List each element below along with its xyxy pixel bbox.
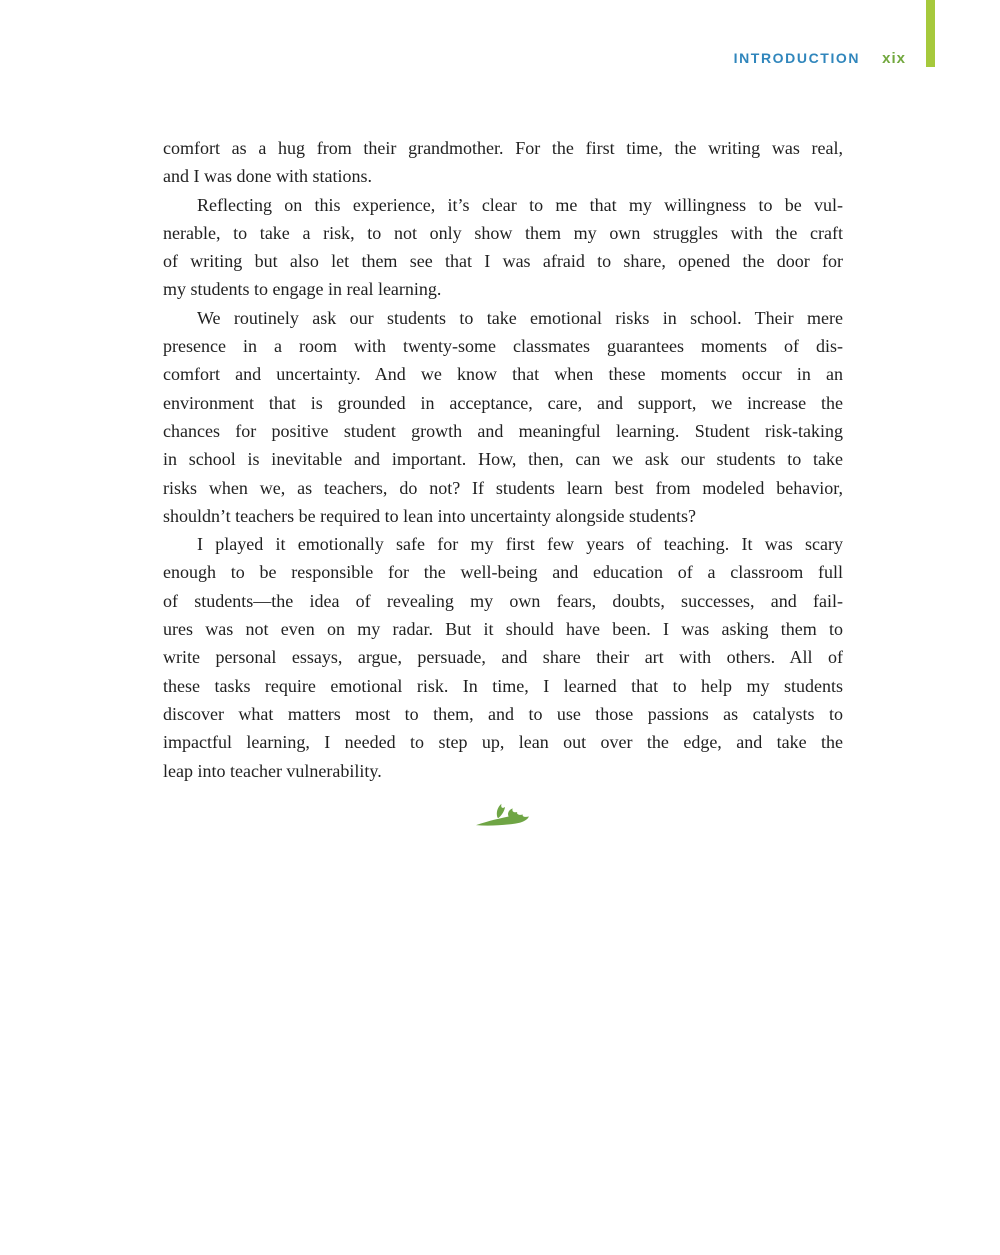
text-line: leap into teacher vulnerability.: [163, 760, 382, 781]
text-line: presence in a room with twenty-some classmates guarantees moments of dis-: [163, 336, 843, 357]
text-line: in school is inevitable and important. How, then, can we ask our students to take: [163, 449, 843, 470]
text-line: We routinely ask our students to take emotional risks in school. Their mere: [197, 307, 843, 328]
text-line: discover what matters most to them, and to use those passions as catalysts to: [163, 703, 843, 724]
text-line: of students—the idea of revealing my own fears, doubts, successes, and fail-: [163, 590, 843, 611]
section-break-ornament: [163, 802, 843, 828]
text-line: risks when we, as teachers, do not? If students learn best from modeled behavior,: [163, 477, 843, 498]
text-line: write personal essays, argue, persuade, and share their art with others. All of: [163, 647, 843, 668]
page-number: xix: [882, 50, 906, 67]
text-line: of writing but also let them see that I was afraid to share, opened the door for: [163, 251, 843, 272]
text-line: shouldn’t teachers be required to lean into uncertainty alongside students?: [163, 505, 697, 526]
text-line: ures was not even on my radar. But it should have been. I was asking them to: [163, 619, 843, 640]
text-line: chances for positive student growth and meaningful learning. Student risk-taking: [163, 420, 843, 441]
text-line: environment that is grounded in acceptance, care, and support, we increase the: [163, 392, 843, 413]
text-line: these tasks require emotional risk. In time, I learned that to help my students: [163, 675, 843, 696]
running-head-section: INTRODUCTION: [733, 50, 861, 66]
body-text: [163, 134, 843, 785]
paragraph: [163, 191, 843, 304]
text-line: my students to engage in real learning.: [163, 279, 442, 300]
paragraph: [163, 304, 843, 530]
text-line: nerable, to take a risk, to not only show them my own struggles with the craft: [163, 222, 843, 243]
text-line: Reflecting on this experience, it’s clear to me that my willingness to be vul-: [197, 194, 843, 215]
text-line: I played it emotionally safe for my first few years of teaching. It was scary: [197, 534, 843, 555]
text-line: enough to be responsible for the well-being and education of a classroom full: [163, 562, 843, 583]
text-line: and I was done with stations.: [163, 166, 372, 187]
paragraph: [163, 530, 843, 785]
text-line: impactful learning, I needed to step up, lean out over the edge, and take the: [163, 732, 843, 753]
text-line: comfort and uncertainty. And we know that when these moments occur in an: [163, 364, 843, 385]
leaf-flourish-icon: [475, 802, 531, 828]
text-line: comfort as a hug from their grandmother. For the first time, the writing was real,: [163, 138, 843, 158]
paragraph: [163, 134, 843, 191]
running-head: [0, 50, 906, 67]
corner-accent-bar: [926, 0, 935, 67]
